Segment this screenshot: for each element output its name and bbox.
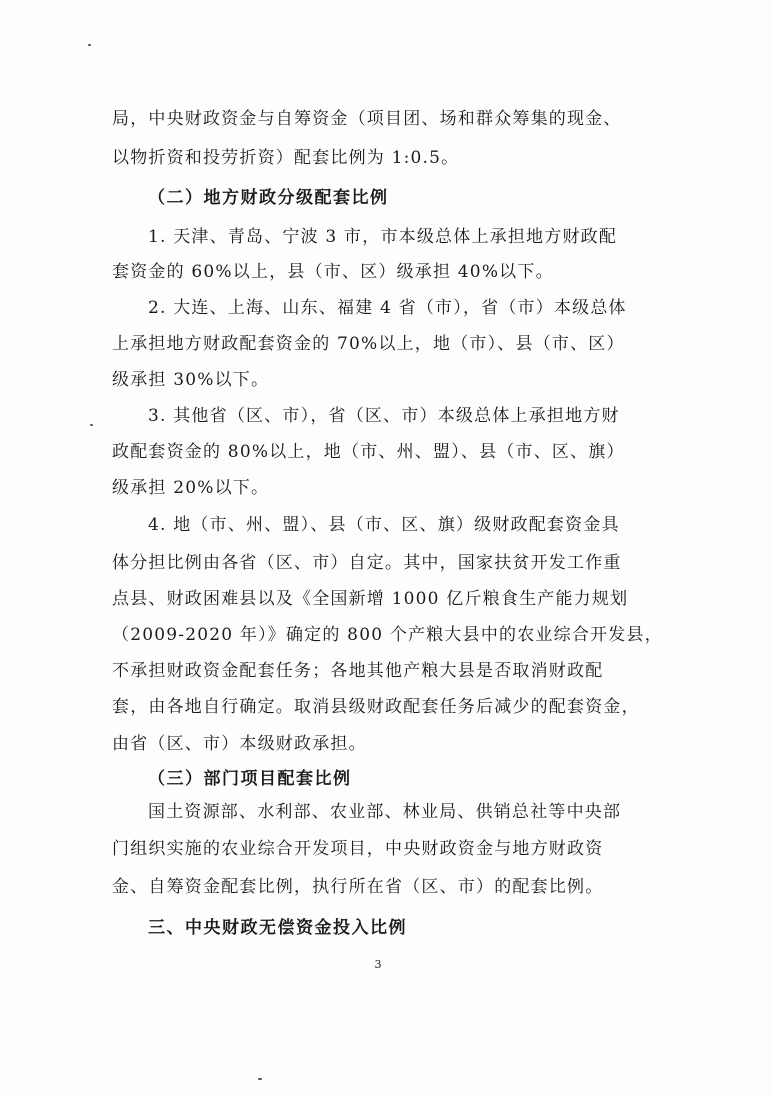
body-text-line: 局，中央财政资金与自筹资金（项目团、场和群众筹集的现金、: [112, 109, 622, 129]
body-text-line: 国土资源部、水利部、农业部、林业局、供销总社等中央部: [148, 802, 622, 822]
scan-speck: [258, 1078, 262, 1080]
section-heading-2: （二）地方财政分级配套比例: [148, 188, 389, 208]
chapter-heading-3: 三、中央财政无偿资金投入比例: [148, 918, 407, 938]
page-number: 3: [374, 958, 382, 971]
body-text-line: 1. 天津、青岛、宁波 3 市，市本级总体上承担地方财政配: [148, 227, 618, 247]
body-text-line: 由省（区、市）本级财政承担。: [112, 734, 367, 754]
body-text-line: 4. 地（市、州、盟）、县（市、区、旗）级财政配套资金具: [148, 515, 620, 535]
body-text-line: 体分担比例由各省（区、市）自定。其中，国家扶贫开发工作重: [112, 553, 622, 573]
scan-speck: [88, 44, 91, 46]
body-text-line: 级承担 30%以下。: [112, 370, 270, 390]
body-text-line: 不承担财政资金配套任务；各地其他产粮大县是否取消财政配: [112, 661, 604, 681]
scan-speck: [90, 424, 93, 426]
body-text-line: 2. 大连、上海、山东、福建 4 省（市），省（市）本级总体: [148, 298, 627, 318]
body-text-line: 套资金的 60%以上，县（市、区）级承担 40%以下。: [112, 262, 554, 282]
body-text-line: 3. 其他省（区、市），省（区、市）本级总体上承担地方财: [148, 406, 620, 426]
body-text-line: 政配套资金的 80%以上，地（市、州、盟）、县（市、区、旗）: [112, 442, 625, 462]
body-text-line: 金、自筹资金配套比例，执行所在省（区、市）的配套比例。: [112, 877, 604, 897]
body-text-line: 点县、财政困难县以及《全国新增 1000 亿斤粮食生产能力规划: [112, 589, 629, 609]
body-text-line: 级承担 20%以下。: [112, 478, 270, 498]
body-text-line: 上承担地方财政配套资金的 70%以上，地（市）、县（市、区）: [112, 334, 625, 354]
body-text-line: 以物折资和投劳折资）配套比例为 1:0.5。: [112, 148, 460, 168]
body-text-line: （2009-2020 年）》确定的 800 个产粮大县中的农业综合开发县，: [112, 625, 663, 645]
section-heading-3: （三）部门项目配套比例: [148, 769, 352, 789]
body-text-line: 套，由各地自行确定。取消县级财政配套任务后减少的配套资金，: [112, 697, 640, 717]
body-text-line: 门组织实施的农业综合开发项目，中央财政资金与地方财政资: [112, 839, 604, 859]
